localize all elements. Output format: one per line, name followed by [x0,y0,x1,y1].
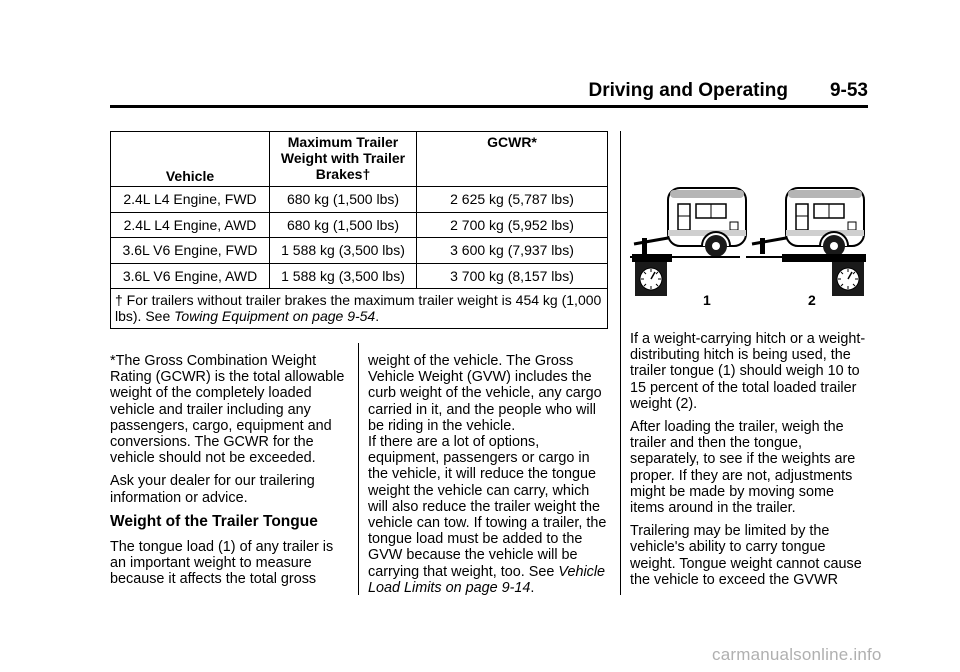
table-cell-gcwr: 2 700 kg (5,952 lbs) [417,212,608,238]
tongue-weight-heading: Weight of the Trailer Tongue [110,512,318,530]
hitch-paragraph: If a weight-carrying hitch or a weight-distributing hitch is being used, the trailer tongue (1) should weigh 10 to 15 percent of the total loaded trailer weight (2). [630,331,866,412]
table-row [111,212,608,238]
page-header [110,80,868,106]
table-cell-gcwr: 3 700 kg (8,157 lbs) [417,263,608,289]
limits-paragraph: Trailering may be limited by the vehicle's ability to carry tongue weight. Tongue weight cannot cause the vehicle to exceed the GVWR [630,523,862,588]
section-title: Driving and Operating [588,80,788,101]
gvw-paragraph: weight of the vehicle. The Gross Vehicle Weight (GVW) includes the curb weight of the vehicle, any cargo carried in it, and the people who will be riding in the vehicle. [368,353,602,434]
text-column-1 [110,353,350,594]
options-text: If there are a lot of options, equipment, passengers or cargo in the vehicle, it will reduce the tongue weight the vehicle can carry, which will also reduce the trailer weight the vehicle can tow. If towing a trailer, the tongue load must be added to the GVW because the vehicle will be carrying that weight, too. See [368,434,607,580]
table-footnote [111,289,608,329]
table-cell-gcwr: 2 625 kg (5,787 lbs) [417,187,608,213]
table-row [111,263,608,289]
table-cell-max-weight: 680 kg (1,500 lbs) [270,212,417,238]
text-column-3 [630,331,870,595]
trailer-weighing-illustration [630,180,866,310]
table-footnote-row [111,289,608,329]
table-cell-gcwr: 3 600 kg (7,937 lbs) [417,238,608,264]
table-header-row [111,132,608,187]
header-rule [110,105,868,108]
page-number: 9-53 [829,80,868,101]
table-header-gcwr: GCWR* [417,132,608,187]
table-cell-max-weight: 680 kg (1,500 lbs) [270,187,417,213]
table-row [111,238,608,264]
trailer-weighing-figure [630,180,866,310]
table-cell-max-weight: 1 588 kg (3,500 lbs) [270,238,417,264]
trailer-1-illustration [630,188,746,296]
dealer-paragraph: Ask your dealer for our trailering information or advice. [110,473,315,506]
table-cell-vehicle: 2.4L L4 Engine, AWD [111,212,270,238]
footnote-text: † For trailers without trailer brakes the maximum trailer weight is 454 kg (1,000 lbs). See [115,292,602,324]
towing-equipment-link[interactable]: Towing Equipment on page 9-54 [174,308,376,324]
weigh-paragraph: After loading the trailer, weigh the trailer and then the tongue, separately, to see if the weights are proper. If they are not, adjustments might be made by moving some items around in the trailer. [630,419,856,517]
table-cell-vehicle: 3.6L V6 Engine, AWD [111,263,270,289]
text-column-2 [368,353,610,596]
options-end: . [530,579,535,596]
trailer-weight-table [110,131,608,329]
vehicle-load-limits-link[interactable]: Vehicle Load Limits on page 9-14 [368,563,606,596]
table-row [111,187,608,213]
column-divider [358,343,359,595]
table-cell-vehicle: 2.4L L4 Engine, FWD [111,187,270,213]
trailer-2-illustration [746,188,866,296]
tongue-load-paragraph: The tongue load (1) of any trailer is an important weight to measure because it affects the total gross [110,538,334,588]
gcwr-paragraph: *The Gross Combination Weight Rating (GCWR) is the total allowable weight of the completely loaded vehicle and trailer including any passengers, cargo, equipment and conversions. The GCWR for the vehicle should not be exceeded. [110,353,345,467]
table-cell-vehicle: 3.6L V6 Engine, FWD [111,238,270,264]
footnote-end: . [375,308,380,324]
table-header-vehicle: Vehicle [111,132,270,187]
column-divider [620,131,621,595]
figure-label-1: 1 [703,292,711,308]
figure-label-2: 2 [808,292,816,308]
table-cell-max-weight: 1 588 kg (3,500 lbs) [270,263,417,289]
table-header-max-weight: Maximum Trailer Weight with Trailer Brakes† [270,132,417,187]
options-paragraph [368,434,610,596]
watermark: carmanualsonline.info [712,645,882,664]
